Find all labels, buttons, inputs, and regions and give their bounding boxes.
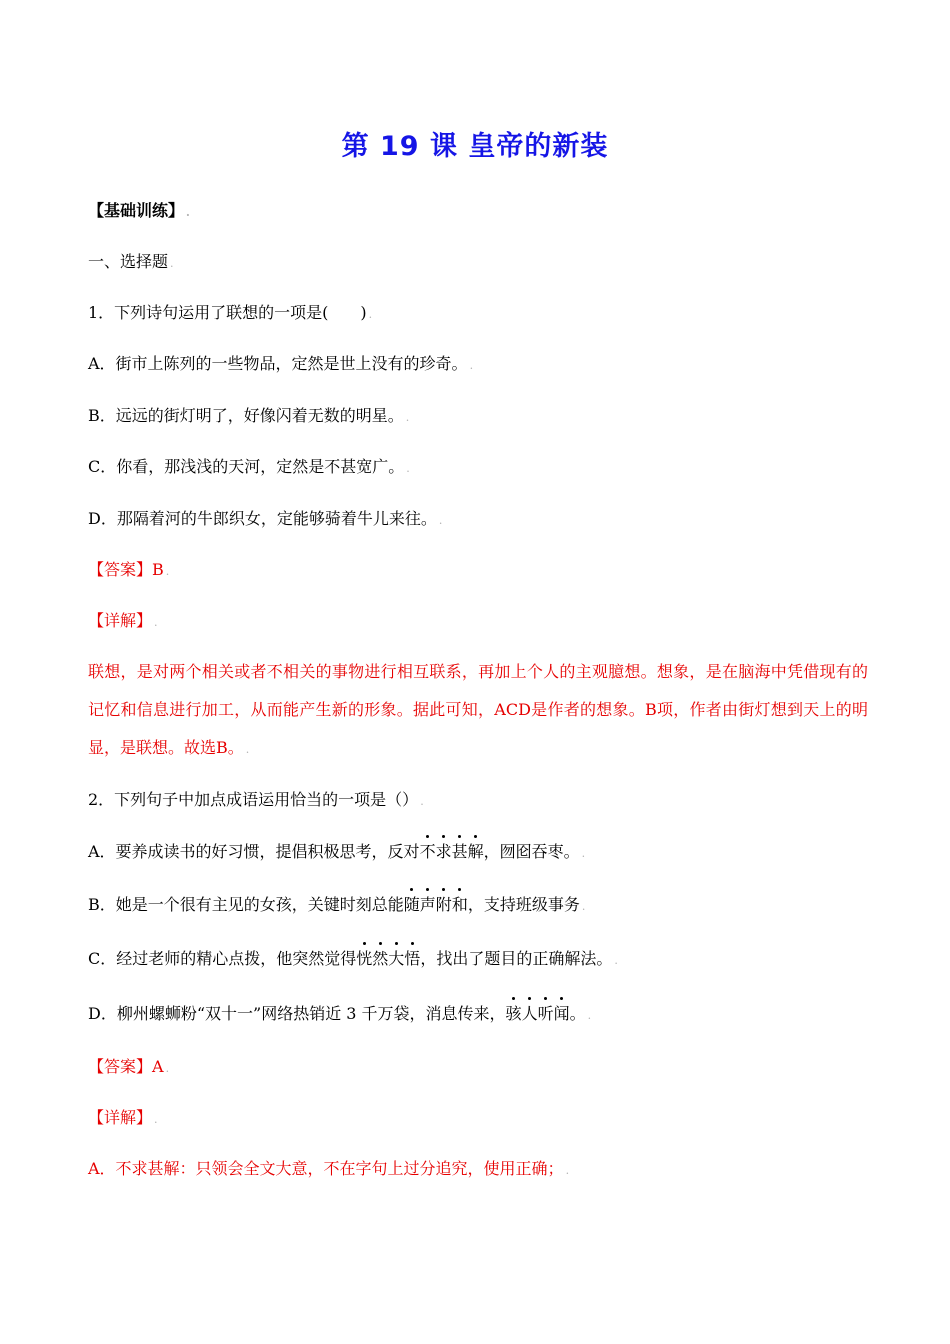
q2-stem: 2．下列句子中加点成语运用恰当的一项是（） .: [88, 790, 424, 809]
q1-option-d: D．那隔着河的牛郎织女，定能够骑着牛儿来往。 .: [88, 509, 443, 528]
q2-answer: 【答案】A .: [88, 1057, 170, 1076]
q1-option-b: B．远远的街灯明了，好像闪着无数的明星。 .: [88, 406, 410, 425]
q2-option-a: A．要养成读书的好习惯，提倡积极思考，反对不求甚解，囫囵吞枣。 .: [88, 842, 586, 861]
q2-explanation-a: A．不求甚解：只领会全文大意，不在字句上过分追究，使用正确； .: [88, 1159, 570, 1178]
q1-explanation: 联想，是对两个相关或者不相关的事物进行相互联系，再加上个人的主观臆想。想象，是在脑海中凭借现有的记忆和信息进行加工，从而能产生新的形象。据此可知，ACD是作者的想象。B项，作者由街灯想到天上的明显，是联想。故选B。 .: [88, 662, 868, 757]
q2-option-b: B．她是一个很有主见的女孩，关键时刻总能随声附和，支持班级事务 .: [88, 895, 586, 914]
section-heading: 【基础训练】 .: [88, 201, 190, 220]
q2-option-d: D．柳州螺蛳粉“双十一”网络热销近 3 千万袋，消息传来，骇人听闻。 .: [88, 1004, 592, 1023]
q1-stem: 1．下列诗句运用了联想的一项是( ) .: [88, 303, 373, 322]
q1-option-a: A．街市上陈列的一些物品，定然是世上没有的珍奇。 .: [88, 354, 474, 373]
q2-option-c: C．经过老师的精心点拨，他突然觉得恍然大悟，找出了题目的正确解法。 .: [88, 949, 618, 968]
page-title: 第 19 课 皇帝的新装: [341, 131, 609, 162]
q2-explain-label: 【详解】 .: [88, 1108, 158, 1127]
q1-answer: 【答案】B .: [88, 560, 170, 579]
q1-explain-label: 【详解】 .: [88, 611, 158, 630]
part-title: 一、选择题 .: [88, 252, 174, 271]
q1-option-c: C．你看，那浅浅的天河，定然是不甚宽广。 .: [88, 457, 410, 476]
